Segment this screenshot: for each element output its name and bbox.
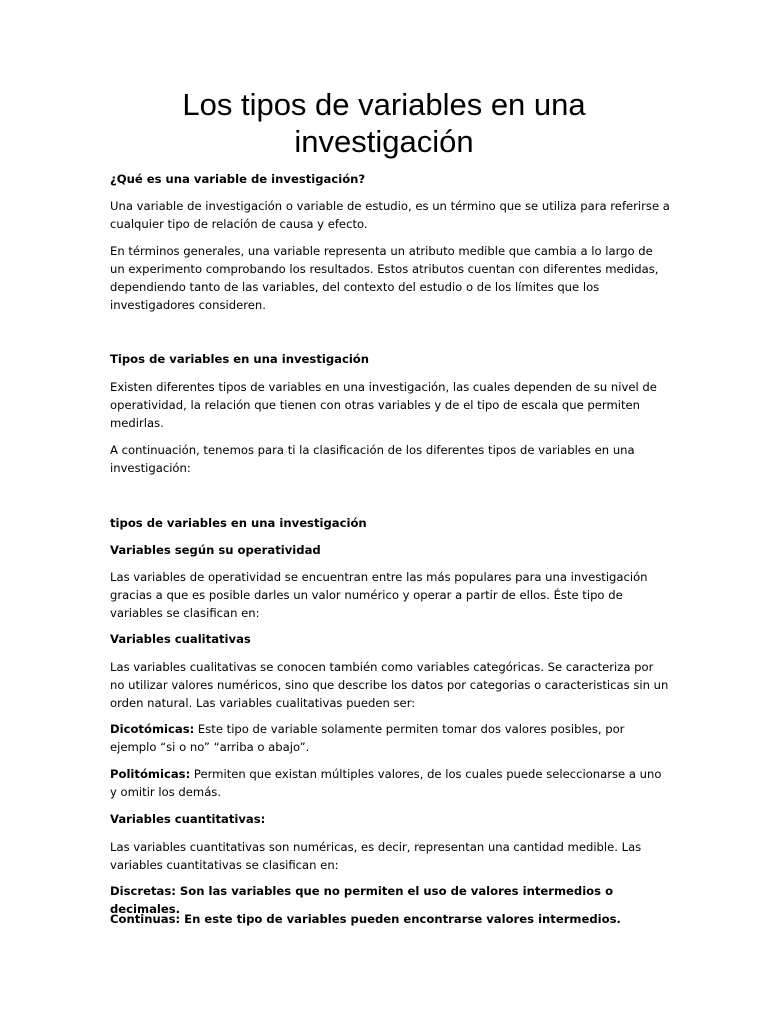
dichotomous-text: Este tipo de variable solamente permiten tomar dos valores posibles, por ejemplo “si o no” “arriba o abajo”.: [110, 722, 625, 754]
types-intro-paragraph: Existen diferentes tipos de variables en una investigación, las cuales dependen de su nivel de operatividad, la relación que tienen con otras variables y de el tipo de escala que permiten medirlas.: [110, 380, 657, 430]
question-heading: ¿Qué es una variable de investigación?: [110, 172, 366, 186]
dichotomous-label: Dicotómicas:: [110, 722, 195, 736]
continuous-text: En este tipo de variables pueden encontrarse valores intermedios.: [180, 912, 621, 926]
qualitative-paragraph: Las variables cualitativas se conocen también como variables categóricas. Se caracteriza por no utilizar valores numéricos, sino que describe los datos por categorias o caracteristicas sin un orden natural. Las variables cualitativas pueden ser:: [110, 660, 669, 710]
types-heading: Tipos de variables en una investigación: [110, 352, 370, 366]
polytomous-label: Politómicas:: [110, 767, 191, 781]
general-terms-paragraph: En términos generales, una variable representa un atributo medible que cambia a lo largo de un experimento comprobando los resultados. Estos atributos cuentan con diferentes medidas, dependiendo tanto de las variables, del contexto del estudio o de los límites que los investigadores consideren.: [110, 244, 659, 312]
document-title: Los tipos de variables en una investigación: [182, 87, 586, 159]
definition-paragraph: Una variable de investigación o variable de estudio, es un término que se utiliza para referirse a cualquier tipo de relación de causa y efecto.: [110, 199, 670, 231]
classification-intro-paragraph: A continuación, tenemos para ti la clasificación de los diferentes tipos de variables en una investigación:: [110, 443, 635, 475]
operativity-heading: Variables según su operatividad: [110, 543, 321, 557]
quantitative-paragraph: Las variables cuantitativas son numéricas, es decir, representan una cantidad medible. Las variables cuantitativas se clasifican en:: [110, 840, 642, 872]
discrete-text: Son las variables que no permiten el uso de valores intermedios o decimales.: [110, 884, 614, 916]
polytomous-text: Permiten que existan múltiples valores, de los cuales puede seleccionarse a uno y omitir los demás.: [110, 767, 662, 799]
qualitative-heading: Variables cualitativas: [110, 632, 251, 646]
polytomous-item: [110, 765, 670, 801]
continuous-label: Continuas:: [110, 912, 181, 926]
types-subheading: tipos de variables en una investigación: [110, 516, 367, 530]
continuous-item: [110, 910, 670, 928]
operativity-paragraph: Las variables de operatividad se encuentran entre las más populares para una investigación gracias a que es posible darles un valor numérico y operar a partir de ellos. Éste tipo de variables se clasifican en:: [110, 570, 648, 620]
dichotomous-item: [110, 720, 670, 756]
discrete-label: Discretas:: [110, 884, 176, 898]
quantitative-heading: Variables cuantitativas:: [110, 812, 266, 826]
